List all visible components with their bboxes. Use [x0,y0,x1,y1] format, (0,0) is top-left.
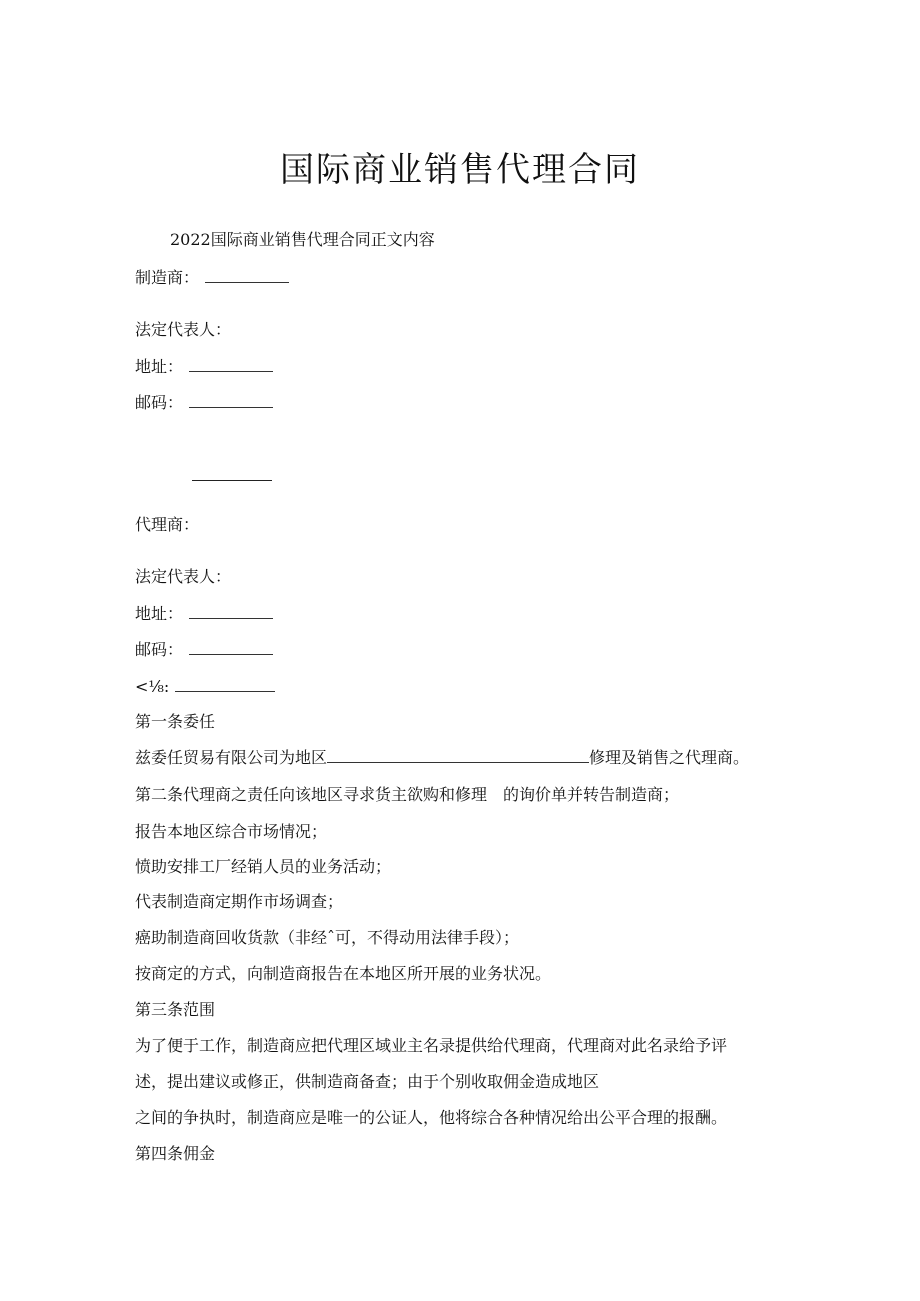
document-title: 国际商业销售代理合同 [280,150,640,190]
article-2-item-3: 代表制造商定期作市场调查； [135,892,344,911]
manufacturer-address-label: 地址： [135,357,184,376]
article-2-item-2: 愤助安排工厂经销人员的业务活动； [135,857,392,876]
agent-extra-blank [175,677,275,692]
article-1-text-after: 修理及销售之代理商。 [589,748,750,767]
manufacturer-postcode-line [135,393,273,413]
agent-address-blank [189,604,273,619]
agent-rep-line: 法定代表人： [135,567,232,586]
article-1-text-before: 兹委任贸易有限公司为地区 [135,748,328,767]
article-2-item-5: 按商定的方式，向制造商报告在本地区所开展的业务状况。 [135,964,552,983]
agent-address-label: 地址： [135,604,184,623]
agent-extra-label: <⅛: [135,677,170,696]
agent-postcode-blank [189,640,273,655]
manufacturer-address-blank [189,357,273,372]
manufacturer-label: 制造商： [135,268,200,287]
agent-line: 代理商： [135,515,200,534]
article-3-line-2: 述，提出建议或修正，供制造商备查；由于个别收取佣金造成地区 [135,1072,600,1091]
separator-rule [192,480,272,481]
manufacturer-line [135,268,289,288]
article-2-title: 第二条代理商之责任向该地区寻求货主欲购和修理 的询价单并转告制造商； [135,785,680,804]
document-subtitle: 2022国际商业销售代理合同正文内容 [170,230,435,249]
article-1-title: 第一条委任 [135,712,216,731]
manufacturer-postcode-blank [189,393,273,408]
manufacturer-address-line [135,357,273,377]
article-3-line-1: 为了便于工作，制造商应把代理区域业主名录提供给代理商，代理商对此名录给予评 [135,1036,728,1055]
article-3-line-3: 之间的争执时，制造商应是唯一的公证人，他将综合各种情况给出公平合理的报酬。 [135,1108,728,1127]
article-2-item-4: 癌助制造商回收货款（非经ˆ可，不得动用法律手段）； [135,928,520,947]
manufacturer-postcode-label: 邮码： [135,393,184,412]
article-3-title: 第三条范围 [135,1000,216,1019]
article-1-text [135,748,749,768]
agent-postcode-label: 邮码： [135,640,184,659]
manufacturer-blank [205,268,289,283]
agent-extra-line [135,677,275,697]
agent-postcode-line [135,640,273,660]
manufacturer-rep-line: 法定代表人： [135,320,232,339]
article-2-item-1: 报告本地区综合市场情况； [135,822,328,841]
agent-address-line [135,604,273,624]
article-4-title: 第四条佣金 [135,1144,216,1163]
article-1-region-blank [327,748,589,763]
